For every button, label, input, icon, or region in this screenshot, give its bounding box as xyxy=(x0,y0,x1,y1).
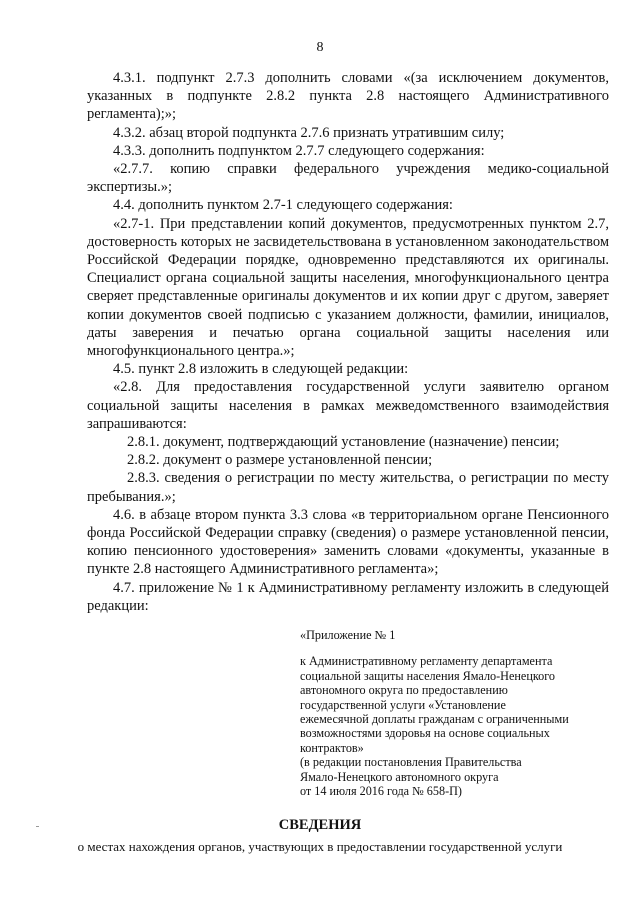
paragraph-2-7-1: «2.7-1. При представлении копий документов, предусмотренных пунктом 2.7, достоверность которых не засвидетельствована в установленном законодательством Российской Федерации порядке, одновременно представляются их оригиналы. Специалист органа социальной защиты населения, многофункционального центра сверяет представленные оригиналы документов и их копии друг с другом, заверяет копии документов своей подписью с указанием должности, фамилии, инициалов, даты заверения и печатью органа социальной защиты населения или многофункционального центра.»; xyxy=(87,215,609,360)
document-body xyxy=(87,69,609,615)
appendix-caption xyxy=(300,628,610,798)
appendix-line: к Административному регламенту департамента xyxy=(300,654,553,669)
paragraph-4-3-3: 4.3.3. дополнить подпунктом 2.7.7 следующего содержания: xyxy=(113,142,485,159)
paragraph-2-8: «2.8. Для предоставления государственной услуги заявителю органом социальной защиты населения в рамках межведомственного взаимодействия запрашиваются: xyxy=(87,379,609,432)
paragraph-4-5: 4.5. пункт 2.8 изложить в следующей редакции: xyxy=(113,361,409,378)
appendix-title: «Приложение № 1 xyxy=(300,628,396,642)
paragraph-4-3-1: 4.3.1. подпункт 2.7.3 дополнить словами «(за исключением документов, указанных в подпункте 2.8.2 пункта 2.8 настоящего Административного регламента);»; xyxy=(87,70,609,123)
appendix-line: автономного округа по предоставлению xyxy=(300,683,508,698)
paragraph-4-3-2: 4.3.2. абзац второй подпункта 2.7.6 признать утратившим силу; xyxy=(113,124,505,141)
appendix-line: Ямало-Ненецкого автономного округа xyxy=(300,769,499,784)
appendix-line: государственной услуги «Установление xyxy=(300,697,506,712)
paragraph-2-8-3: 2.8.3. сведения о регистрации по месту жительства, о регистрации по месту пребывания.»; xyxy=(87,470,609,505)
paragraph-4-6: 4.6. в абзаце втором пункта 3.3 слова «в территориальном органе Пенсионного фонда Российской Федерации справку (сведения) о размере установленной пенсии, копию пенсионного удостоверения» заменить словами «документы, указанные в пункте 2.8 настоящего Административного регламента»; xyxy=(87,506,609,578)
appendix-line: социальной защиты населения Ямало-Ненецкого xyxy=(300,668,556,683)
appendix-line: возможностями здоровья на основе социальных xyxy=(300,726,550,741)
appendix-line: от 14 июля 2016 года № 658-П) xyxy=(300,784,462,799)
paragraph-2-7-7: «2.7.7. копию справки федерального учреждения медико-социальной экспертизы.»; xyxy=(87,161,609,196)
section-subheading: о местах нахождения органов, участвующих в предоставлении государственной услуги xyxy=(77,839,563,854)
paragraph-2-8-2: 2.8.2. документ о размере установленной пенсии; xyxy=(127,452,433,469)
page-number: 8 xyxy=(316,40,324,55)
appendix-line: (в редакции постановления Правительства xyxy=(300,755,522,770)
paragraph-4-4: 4.4. дополнить пунктом 2.7-1 следующего содержания: xyxy=(113,197,453,214)
paragraph-4-7: 4.7. приложение № 1 к Административному регламенту изложить в следующей редакции: xyxy=(87,579,609,614)
paragraph-2-8-1: 2.8.1. документ, подтверждающий установление (назначение) пенсии; xyxy=(127,434,560,451)
section-heading: СВЕДЕНИЯ xyxy=(278,817,362,833)
appendix-line: ежемесячной доплаты гражданам с ограниченными xyxy=(300,712,569,727)
appendix-line: контрактов» xyxy=(300,740,364,755)
